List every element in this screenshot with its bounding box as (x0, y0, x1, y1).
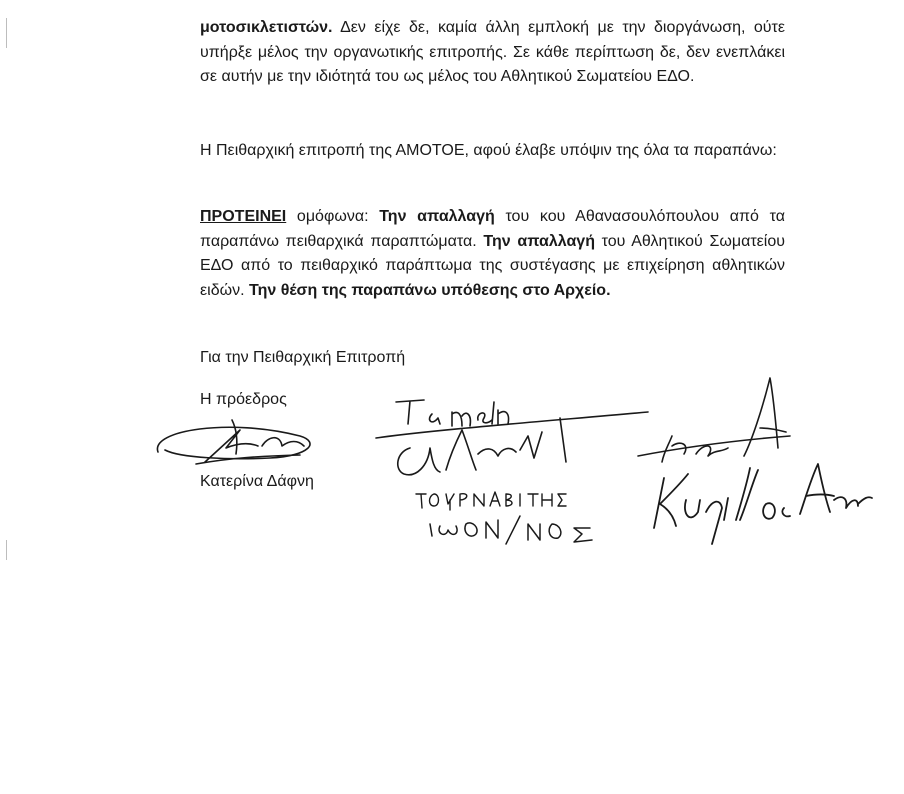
committee-label: Για την Πειθαρχική Επιτροπή (200, 349, 406, 366)
paragraph-text: Η Πειθαρχική επιτροπή της ΑΜΟΤΟΕ, αφού έλαβε υπόψιν της όλα τα παραπάνω: (200, 142, 777, 159)
proposal-text-3: του Αθλητικού Σωματείου ΕΔΟ από το πειθαρχικό παράπτωμα της συστέγασης με επιχείρηση αθλητικών ειδών. (200, 232, 785, 299)
proposal-bold-3: Την θέση της παραπάνω υπόθεσης στο Αρχείο. (248, 281, 611, 299)
member1-signature (376, 412, 648, 475)
member1-handwritten-name (416, 492, 566, 510)
paragraph-committee-consideration (200, 139, 785, 164)
scan-margin-mark-bottom (6, 540, 7, 560)
proposal-text-2: του κου Αθανασουλόπουλου από τα παραπάνω πειθαρχικά παραπτώματα. (200, 208, 785, 250)
chair-signature (157, 420, 310, 464)
proposal-bold-1: Την απαλλαγή (379, 208, 495, 225)
member2-handwritten-name (654, 464, 872, 544)
members-handwritten-label (396, 400, 509, 426)
paragraph-disciplinary-finding (200, 16, 785, 90)
scan-margin-mark-top (6, 18, 7, 48)
member2-signature (638, 378, 790, 462)
bold-lead-text: μοτοσικλετιστών. (200, 19, 333, 36)
chair-label: Η πρόεδρος (200, 391, 287, 408)
proposal-text-1: ομόφωνα: (286, 208, 380, 225)
chair-name: Κατερίνα Δάφνη (200, 473, 314, 490)
paragraph-text: Δεν είχε δε, καμία άλλη εμπλοκή με την διοργάνωση, ούτε υπήρξε μέλος την οργανωτικής επιτροπής. Σε κάθε περίπτωση δε, δεν ενεπλάκει σε αυτήν με την ιδιότητά του ως μέλος του Αθλητικού Σωματείου ΕΔΟ. (200, 19, 785, 85)
paragraph-proposal (200, 205, 785, 303)
proposal-bold-2: Την απαλλαγή (483, 232, 595, 250)
proposal-label: ΠΡΟΤΕΙΝΕΙ (200, 208, 287, 225)
member1-handwritten-initial (430, 516, 592, 544)
